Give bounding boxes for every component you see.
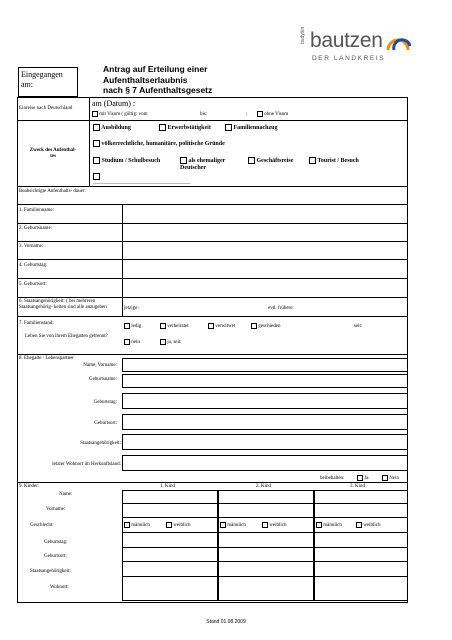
kept-checkbox[interactable] — [357, 475, 363, 481]
status-checkbox[interactable] — [160, 323, 166, 329]
visa-semicolon: ; — [246, 112, 248, 117]
purpose-checkbox[interactable] — [93, 173, 100, 180]
purpose-option-label: völkerrechtliche, humanitäre, politische Gründe — [101, 140, 225, 147]
child-citizenship-label: Staatsangehörigkeit: — [30, 569, 71, 574]
separated-question: Leben Sie von ihrem Ehegatten getrennt? — [25, 334, 108, 339]
child-birth-date-label: Geburtstag: — [44, 540, 68, 545]
child-2-column — [218, 490, 314, 601]
purpose-option-label: Familiennachzug — [233, 124, 278, 131]
status-option-label: verheiratet — [167, 324, 189, 330]
entry-date-label: am (Datum) : — [92, 99, 136, 108]
spouse-birth-place-label: Geburtsort: — [94, 421, 117, 426]
status-option-label: geschieden — [258, 324, 281, 330]
spouse-birth-name-input[interactable] — [122, 374, 408, 388]
child-sex-label: männlich — [131, 523, 150, 529]
child-3-male[interactable] — [316, 522, 342, 529]
child-name-label: Name: — [59, 492, 73, 497]
child-col-1: 1. Kind — [160, 484, 175, 489]
child-3-female[interactable] — [356, 522, 380, 529]
kept-option-label: Nein — [389, 476, 399, 482]
child-sex-checkbox[interactable] — [220, 522, 226, 528]
duration-input[interactable] — [123, 187, 407, 203]
purpose-checkbox[interactable] — [225, 124, 232, 131]
spouse-birth-place-input[interactable] — [122, 414, 408, 430]
status-since-label: seit: — [354, 324, 363, 329]
child-2-male[interactable] — [220, 522, 246, 529]
status-option-label: ledig — [131, 324, 142, 330]
children-heading: 9. Kinder: — [19, 484, 40, 489]
purpose-option-erwerb[interactable] — [159, 124, 211, 132]
spouse-last-residence-label: letzter Wohnort im Herkunftsland: — [52, 462, 121, 467]
spouse-heading: 8. Ehegatte / Lebenspartner — [19, 356, 74, 361]
received-label: Eingegangen am: — [21, 70, 63, 89]
visa-valid-checkbox[interactable] — [92, 111, 98, 117]
purpose-checkbox[interactable] — [93, 140, 100, 147]
child-col-3: 3. Kind — [350, 484, 365, 489]
duration-label: Beabsichtigte Aufenthalts- dauer: — [19, 189, 86, 194]
purpose-option-ehemaliger[interactable] — [180, 157, 242, 172]
kept-option-label: Ja — [364, 476, 369, 482]
separated-option-label: nein — [131, 340, 140, 346]
visa-bis-label: bis: — [200, 112, 208, 117]
family-name-label: 1. Familienname: — [19, 208, 54, 213]
purpose-option-geschaeftsreise[interactable] — [248, 157, 293, 165]
logo-arc-icon — [386, 32, 412, 52]
family-status-label: 7. Familienstand: — [19, 321, 54, 326]
child-sex-checkbox[interactable] — [124, 522, 130, 528]
purpose-option-label: Ausbildung — [101, 124, 131, 131]
child-1-column — [122, 490, 218, 601]
purpose-checkbox[interactable] — [180, 157, 187, 164]
separated-yes[interactable] — [160, 339, 182, 346]
purpose-option-tourist[interactable] — [309, 157, 359, 165]
logo — [300, 26, 414, 72]
no-visa-option[interactable] — [257, 111, 288, 118]
status-ledig[interactable] — [124, 323, 141, 330]
purpose-checkbox[interactable] — [248, 157, 255, 164]
spouse-citizenship-label: Staatsangehörigkeit: — [80, 441, 121, 446]
child-1-male[interactable] — [124, 522, 150, 529]
visa-valid-option[interactable] — [92, 111, 147, 118]
no-visa-label: ohne Visum — [264, 112, 289, 118]
entry-label: Einreise nach Deutschland — [19, 106, 73, 111]
child-sex-checkbox[interactable] — [262, 522, 268, 528]
title-line-1: Antrag auf Erteilung einer — [103, 64, 208, 74]
visa-valid-label: mit Visum ( gültig: vom — [99, 112, 148, 118]
child-first-name-label: Vorname: — [46, 507, 66, 512]
purpose-checkbox[interactable] — [309, 157, 316, 164]
spouse-name-label: Name, Vorname: — [83, 363, 117, 368]
kept-label: beibehalten: — [320, 476, 345, 481]
purpose-checkbox[interactable] — [93, 157, 100, 164]
status-option-label: verwitwet — [215, 324, 236, 330]
form-title — [103, 64, 212, 96]
child-sex-label: weiblich — [269, 523, 287, 529]
purpose-option-humanitaer[interactable] — [93, 140, 225, 148]
no-visa-checkbox[interactable] — [257, 111, 263, 117]
logo-tagline: DER LANDKREIS — [312, 55, 386, 62]
status-checkbox[interactable] — [124, 323, 130, 329]
child-sex-label: weiblich — [173, 523, 191, 529]
child-2-female[interactable] — [262, 522, 286, 529]
child-sex-checkbox[interactable] — [316, 522, 322, 528]
child-birth-place-label: Geburtsort: — [44, 554, 67, 559]
spouse-birth-name-label: Geburtsname: — [88, 377, 117, 382]
child-sex-checkbox[interactable] — [166, 522, 172, 528]
birth-place-label: 5. Geburtsort: — [19, 282, 47, 287]
purpose-option-label: Erwerbstätigkeit — [167, 124, 211, 131]
purpose-option-label: Tourist / Besuch — [317, 157, 359, 164]
kept-no[interactable] — [382, 475, 399, 482]
purpose-option-label: Geschäftsreise — [256, 157, 294, 164]
spouse-name-input[interactable] — [122, 358, 408, 372]
separated-option-label: ja, seit: — [167, 340, 182, 346]
footer-stand: Stand 01.08.2009 — [206, 619, 246, 625]
separated-checkbox[interactable] — [124, 339, 130, 345]
child-residence-label: Wohnort: — [50, 585, 69, 590]
purpose-checkbox[interactable] — [93, 124, 100, 131]
child-sex-label: männlich — [227, 523, 246, 529]
separated-checkbox[interactable] — [160, 339, 166, 345]
purpose-option-familie[interactable] — [225, 124, 278, 132]
child-col-2: 2. Kind — [256, 484, 271, 489]
status-verwitwet[interactable] — [208, 323, 235, 330]
spouse-citizenship-input[interactable] — [122, 434, 408, 450]
purpose-checkbox[interactable] — [159, 124, 166, 131]
child-sex-label: weiblich — [363, 523, 381, 529]
status-checkbox[interactable] — [251, 323, 257, 329]
logo-vertical-text: budyšin — [300, 26, 306, 44]
title-line-3: nach § 7 Aufenthaltsgesetz — [103, 85, 213, 95]
purpose-other-line[interactable]: _______________________________________ — [93, 180, 191, 185]
first-name-label: 3. Vorname: — [19, 244, 44, 249]
child-1-female[interactable] — [166, 522, 190, 529]
purpose-option-ausbildung[interactable] — [93, 124, 131, 132]
child-sex-label: Geschlecht: — [30, 523, 54, 528]
logo-word: bautzen — [310, 29, 383, 52]
separated-no[interactable] — [124, 339, 140, 346]
title-line-2: Aufenthaltserlaubnis — [103, 74, 188, 85]
citizenship-current-label: jetzige: — [124, 306, 139, 311]
purpose-option-studium[interactable] — [93, 157, 160, 165]
kept-checkbox[interactable] — [382, 475, 388, 481]
purpose-label: Zweck des Aufenthal- tes — [29, 148, 77, 159]
citizenship-label: 6. Staatsangehörigkeit: ( bei mehreren Staatsangehörig- keiten sind alle anzugeben — [19, 299, 107, 310]
spouse-birth-date-input[interactable] — [122, 393, 408, 409]
spouse-last-residence-input[interactable] — [122, 455, 408, 471]
citizenship-former-label: evtl. frühere: — [268, 306, 294, 311]
status-checkbox[interactable] — [208, 323, 214, 329]
status-verheiratet[interactable] — [160, 323, 189, 330]
purpose-option-label: Studium / Schulbesuch — [101, 157, 161, 164]
spouse-birth-date-label: Geburtstag: — [93, 400, 117, 405]
child-sex-checkbox[interactable] — [356, 522, 362, 528]
birth-date-label: 4. Geburtstag: — [19, 263, 48, 268]
birth-name-label: 2. Geburtsname: — [19, 226, 53, 231]
kept-yes[interactable] — [357, 475, 368, 482]
child-sex-label: männlich — [323, 523, 342, 529]
status-geschieden[interactable] — [251, 323, 280, 330]
purpose-option-label: als ehemaliger Deutscher — [180, 157, 226, 171]
child-3-column — [314, 490, 408, 601]
